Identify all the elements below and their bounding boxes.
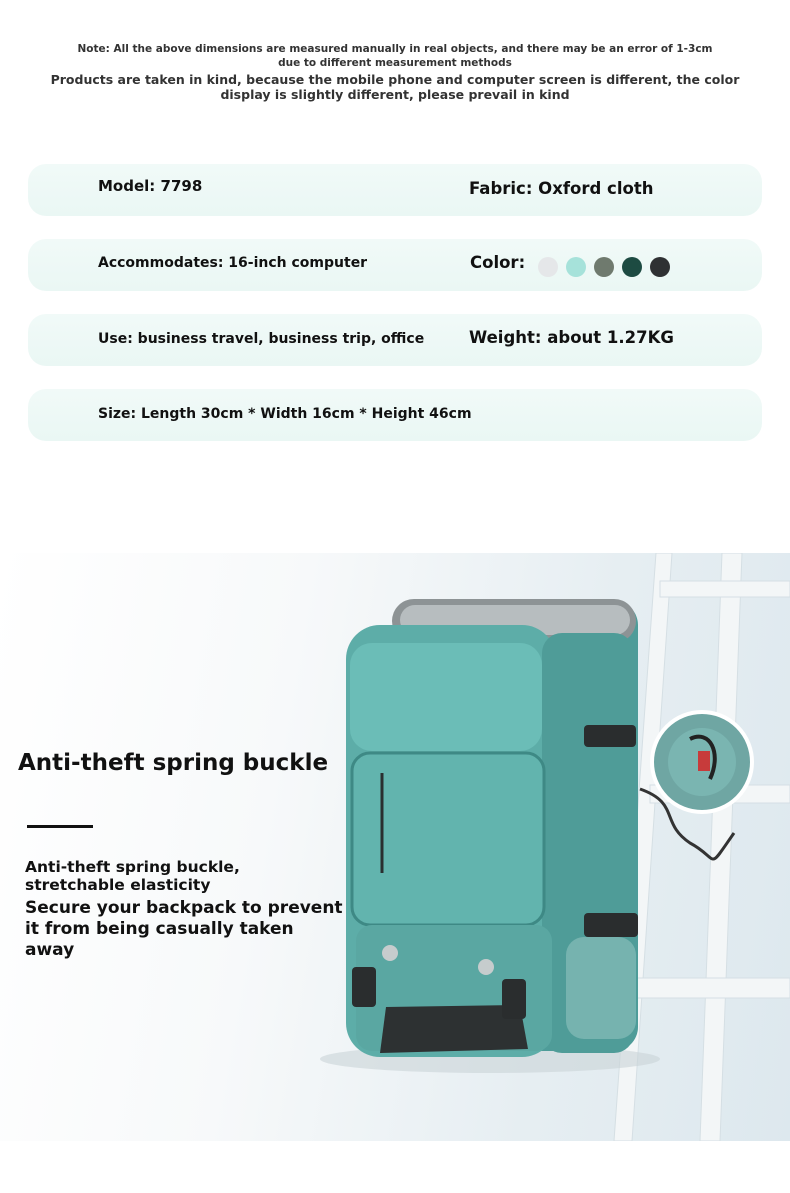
product-photo (0, 553, 790, 1141)
color-swatch-olive-gray (594, 257, 614, 277)
color-swatch-light-gray (538, 257, 558, 277)
measurement-note (0, 42, 790, 70)
spec-model: Model: 7798 (98, 177, 203, 195)
spec-size: Size: Length 30cm * Width 16cm * Height 46cm (98, 406, 472, 422)
note-line-1: Note: All the above dimensions are measured manually in real objects, and there may be an error of 1-3cm (77, 43, 713, 55)
feature-description-2: Secure your backpack to prevent it from being casually taken away (25, 898, 343, 960)
spec-row-2 (28, 239, 762, 291)
color-swatch-dark-green (622, 257, 642, 277)
spec-use: Use: business travel, business trip, office (98, 331, 425, 347)
feature-headline: Anti-theft spring buckle (18, 750, 329, 776)
backpack-illustration (0, 553, 790, 1141)
spec-row-3 (28, 314, 762, 366)
feature-description-1: Anti-theft spring buckle, stretchable elasticity (25, 858, 240, 894)
color-swatch-charcoal (650, 257, 670, 277)
spec-accommodates: Accommodates: 16-inch computer (98, 255, 368, 271)
note-line-2: due to different measurement methods (278, 57, 512, 69)
note-line-4: display is slightly different, please prevail in kind (220, 87, 570, 102)
spec-color-label: Color: (470, 253, 526, 272)
spec-weight: Weight: about 1.27KG (469, 328, 674, 347)
note-line-3: Products are taken in kind, because the mobile phone and computer screen is different, the color (50, 72, 740, 87)
headline-divider (27, 825, 93, 828)
spec-row-1 (28, 164, 762, 216)
spec-fabric: Fabric: Oxford cloth (469, 179, 654, 198)
spec-row-4 (28, 389, 762, 441)
color-note (0, 72, 790, 102)
color-swatch-mint (566, 257, 586, 277)
